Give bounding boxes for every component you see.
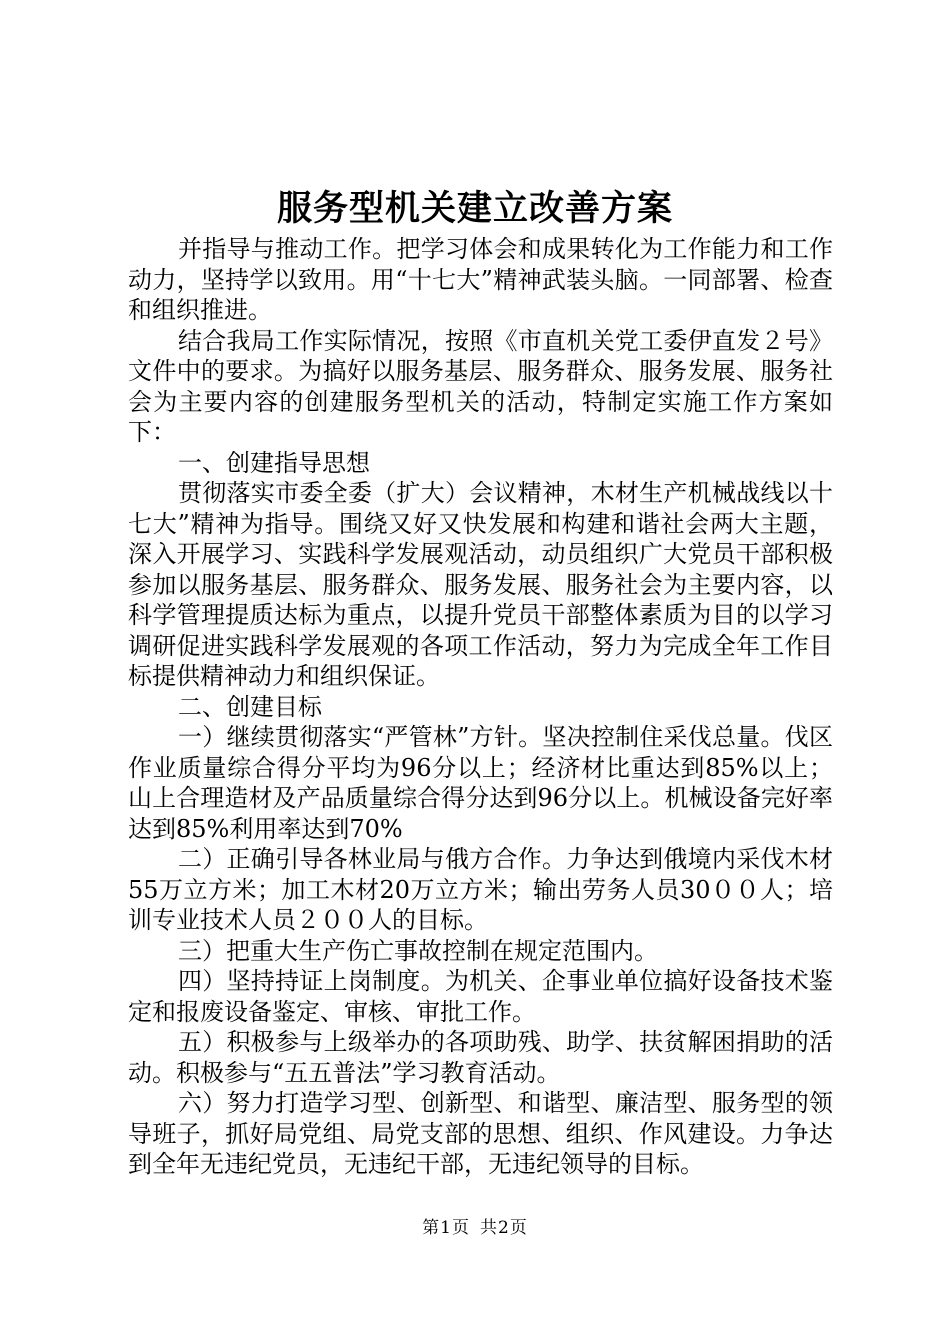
goal-item-6: 六）努力打造学习型、创新型、和谐型、廉洁型、服务型的领导班子，抓好局党组、局党支部的思想、组织、作风建设。力争达到全年无违纪党员，无违纪干部，无违纪领导的目标。: [128, 1089, 833, 1178]
paragraph-guiding-ideology: 贯彻落实市委全委（扩大）会议精神，木材生产机械战线以十七大”精神为指导。围绕又好又快发展和构建和谐社会两大主题，深入开展学习、实践科学发展观活动，动员组织广大党员干部积极参加以服务基层、服务群众、服务发展、服务社会为主要内容，以科学管理提质达标为重点，以提升党员干部整体素质为目的以学习调研促进实践科学发展观的各项工作活动，努力为完成全年工作目标提供精神动力和组织保证。: [128, 479, 833, 690]
paragraph-basis: 结合我局工作实际情况，按照《市直机关党工委伊直发２号》文件中的要求。为搞好以服务基层、服务群众、服务发展、服务社会为主要内容的创建服务型机关的活动，特制定实施工作方案如下：: [128, 326, 833, 446]
section-heading-guiding-ideology: 一、创建指导思想: [178, 448, 370, 477]
page-number: 第1页: [422, 1218, 470, 1238]
document-title: 服务型机关建立改善方案: [276, 188, 673, 229]
goal-item-3: 三）把重大生产伤亡事故控制在规定范围内。: [178, 936, 658, 965]
goal-item-5: 五）积极参与上级举办的各项助残、助学、扶贫解困捐助的活动。积极参与“五五普法”学习教育活动。: [128, 1028, 833, 1087]
document-body: [128, 234, 833, 1180]
page-total: 共2页: [480, 1218, 528, 1238]
section-heading-goals: 二、创建目标: [178, 692, 322, 721]
paragraph-intro: 并指导与推动工作。把学习体会和成果转化为工作能力和工作动力，坚持学以致用。用“十七大”精神武装头脑。一同部署、检查和组织推进。: [128, 235, 833, 324]
page-footer: [0, 1216, 950, 1240]
goal-item-2: 二）正确引导各林业局与俄方合作。力争达到俄境内采伐木材55万立方米；加工木材20万立方米；输出劳务人员30００人；培训专业技术人员２００人的目标。: [128, 845, 833, 934]
goal-item-1: 一）继续贯彻落实“严管林”方针。坚决控制住采伐总量。伐区作业质量综合得分平均为96分以上；经济材比重达到85%以上；山上合理造材及产品质量综合得分达到96分以上。机械设备完好率达到85%利用率达到70%: [128, 723, 833, 843]
goal-item-4: 四）坚持持证上岗制度。为机关、企事业单位搞好设备技术鉴定和报废设备鉴定、审核、审批工作。: [128, 967, 833, 1026]
